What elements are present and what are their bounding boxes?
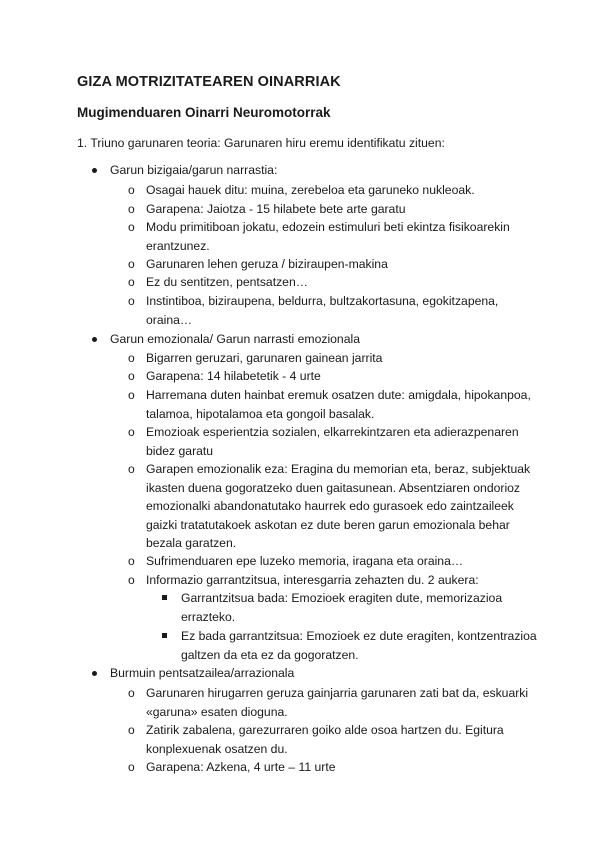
list-item-text: Garapena: Jaiotza - 15 hilabete bete arte garatu bbox=[146, 202, 406, 216]
circle-bullet-icon: o bbox=[128, 760, 135, 774]
circle-bullet-icon: o bbox=[128, 554, 135, 568]
section-heading-text: Garun emozionala/ Garun narrasti emozionala bbox=[110, 332, 360, 346]
list-item-text: Garapen emozionalik eza: Eragina du memorian eta, beraz, subjektuak ikasten duena gogoratzeko duen gaitasunean. Absentziaren ondorioz emozionalki abandonatutako haurrek edo gurasoek edo zaintzaileek gaizki tratatutakoek askotan ez dute beren garun emozionala behar bezala garatzen. bbox=[146, 462, 531, 550]
square-bullet-icon bbox=[162, 633, 167, 638]
list-item-text: Garapena: Azkena, 4 urte – 11 urte bbox=[146, 760, 336, 774]
list-item-text: Garapena: 14 hilabetetik - 4 urte bbox=[146, 369, 321, 383]
circle-bullet-icon: o bbox=[128, 462, 135, 476]
circle-bullet-icon: o bbox=[128, 220, 135, 234]
circle-bullet-icon: o bbox=[128, 388, 135, 402]
list-item-text: Bigarren geruzari, garunaren gainean jarrita bbox=[146, 351, 383, 365]
section-heading-text: Garun bizigaia/garun narrastia: bbox=[110, 163, 278, 177]
list-item-text: Garunaren lehen geruza / biziraupen-makina bbox=[146, 257, 388, 271]
sub-list-item-text: Garrantzitsua bada: Emozioek eragiten dute, memorizazioa errazteko. bbox=[181, 591, 503, 624]
list-item-text: Garunaren hirugarren geruza gainjarria garunaren zati bat da, eskuarki «garuna» esaten dioguna. bbox=[146, 686, 529, 719]
list-item-text: Modu primitiboan jokatu, edozein estimuluri beti ekintza fisikoarekin erantzunez. bbox=[146, 220, 510, 253]
document-subtitle: Mugimenduaren Oinarri Neuromotorrak bbox=[77, 105, 331, 120]
circle-bullet-icon: o bbox=[128, 183, 135, 197]
bullet-icon bbox=[92, 671, 97, 676]
document-title: GIZA MOTRIZITATEAREN OINARRIAK bbox=[77, 74, 341, 90]
sub-list-item-text: Ez bada garrantzitsua: Emozioek ez dute eragiten, kontzentrazioa galtzen da eta ez da gogoratzen. bbox=[181, 629, 537, 662]
circle-bullet-icon: o bbox=[128, 369, 135, 383]
circle-bullet-icon: o bbox=[128, 723, 135, 737]
list-item-text: Sufrimenduaren epe luzeko memoria, iragana eta oraina… bbox=[146, 554, 464, 568]
circle-bullet-icon: o bbox=[128, 351, 135, 365]
circle-bullet-icon: o bbox=[128, 202, 135, 216]
circle-bullet-icon: o bbox=[128, 425, 135, 439]
list-item-text: Instintiboa, biziraupena, beldurra, bultzakortasuna, egokitzapena, oraina… bbox=[146, 294, 499, 327]
circle-bullet-icon: o bbox=[128, 275, 135, 289]
list-item-text: Informazio garrantzitsua, interesgarria zehazten du. 2 aukera: bbox=[146, 573, 479, 587]
list-item-text: Osagai hauek ditu: muina, zerebeloa eta garuneko nukleoak. bbox=[146, 183, 475, 197]
circle-bullet-icon: o bbox=[128, 294, 135, 308]
square-bullet-icon bbox=[162, 595, 167, 600]
circle-bullet-icon: o bbox=[128, 573, 135, 587]
list-item-text: Emozioak esperientzia sozialen, elkarrekintzaren eta adierazpenaren bidez garatu bbox=[146, 425, 519, 458]
list-item-text: Ez du sentitzen, pentsatzen… bbox=[146, 275, 308, 289]
section-heading-text: Burmuin pentsatzailea/arrazionala bbox=[110, 666, 295, 680]
circle-bullet-icon: o bbox=[128, 686, 135, 700]
list-item-text: Zatirik zabalena, garezurraren goiko alde osoa hartzen du. Egitura konplexuenak osatzen du. bbox=[146, 723, 504, 756]
intro-paragraph: 1. Triuno garunaren teoria: Garunaren hiru eremu identifikatu zituen: bbox=[77, 136, 445, 150]
bullet-icon bbox=[92, 337, 97, 342]
bullet-icon bbox=[92, 168, 97, 173]
circle-bullet-icon: o bbox=[128, 257, 135, 271]
list-item-text: Harremana duten hainbat eremuk osatzen dute: amigdala, hipokanpoa, talamoa, hipotalamoa eta gongoil basalak. bbox=[146, 388, 531, 421]
